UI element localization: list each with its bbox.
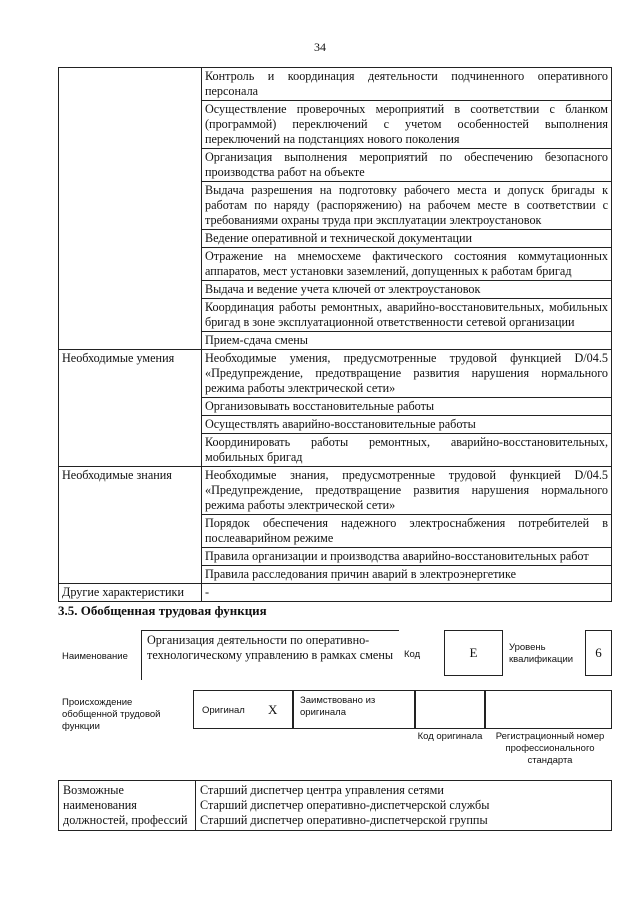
table-row bbox=[59, 467, 612, 515]
row-item: Контроль и координация деятельности подчиненного оперативного персонала bbox=[202, 68, 612, 101]
row-item: - bbox=[202, 584, 612, 602]
name-value-box bbox=[141, 630, 399, 680]
name-label: Наименование bbox=[62, 651, 128, 662]
original-mark: X bbox=[268, 702, 278, 717]
row-label: Необходимые знания bbox=[59, 467, 202, 584]
row-item: Организовывать восстановительные работы bbox=[202, 398, 612, 416]
row-item: Правила организации и производства аварийно-восстановительных работ bbox=[202, 548, 612, 566]
row-item: Необходимые умения, предусмотренные трудовой функцией D/04.5 «Предупреждение, предотвращение развития нарушения нормального режима работы электрической сети» bbox=[202, 350, 612, 398]
level-value: 6 bbox=[595, 645, 602, 660]
row-label: Другие характеристики bbox=[59, 584, 202, 602]
original-label: Оригинал bbox=[202, 705, 245, 716]
positions-label: Возможные наименования должностей, профессий bbox=[59, 781, 196, 831]
row-item: Осуществление проверочных мероприятий в соответствии с бланком (программой) переключений с учетом особенностей выполнения переключений на подстанциях нового поколения bbox=[202, 101, 612, 149]
position-item: Старший диспетчер оперативно-диспетчерской группы bbox=[200, 813, 488, 827]
table-row bbox=[59, 350, 612, 398]
row-item: Выдача разрешения на подготовку рабочего места и допуск бригады к работам по наряду (распоряжению) на рабочем месте в соответствии с требованиями охраны труда при эксплуатации электроустановок bbox=[202, 182, 612, 230]
name-value: Организация деятельности по оперативно-технологическому управлению в рамках смены bbox=[147, 633, 394, 662]
original-box bbox=[193, 690, 293, 729]
code-box bbox=[444, 630, 503, 676]
section-title: 3.5. Обобщенная трудовая функция bbox=[58, 603, 267, 618]
row-item: Прием-сдача смены bbox=[202, 332, 612, 350]
row-item: Координировать работы ремонтных, аварийно-восстановительных, мобильных бригад bbox=[202, 434, 612, 467]
row-item: Осуществлять аварийно-восстановительные работы bbox=[202, 416, 612, 434]
labor-function-table bbox=[58, 67, 612, 602]
reg-number-box bbox=[485, 690, 612, 729]
row-item: Правила расследования причин аварий в электроэнергетике bbox=[202, 566, 612, 584]
table-row bbox=[59, 584, 612, 602]
row-item: Ведение оперативной и технической документации bbox=[202, 230, 612, 248]
code-value: E bbox=[469, 645, 478, 660]
position-item: Старший диспетчер центра управления сетями bbox=[200, 783, 444, 797]
row-label bbox=[59, 68, 202, 350]
positions-row bbox=[59, 781, 612, 831]
level-label: Уровень квалификации bbox=[509, 642, 574, 665]
level-box bbox=[585, 630, 612, 676]
row-item: Выдача и ведение учета ключей от электроустановок bbox=[202, 281, 612, 299]
positions-table bbox=[58, 780, 612, 831]
borrowed-label: Заимствовано из оригинала bbox=[300, 695, 376, 718]
code-label: Код bbox=[404, 649, 421, 660]
table-row bbox=[59, 68, 612, 101]
positions-list bbox=[196, 781, 612, 831]
row-item: Отражение на мнемосхеме фактического состояния коммутационных аппаратов, мест установки заземлений, допущенных к работам бригад bbox=[202, 248, 612, 281]
row-item: Организация выполнения мероприятий по обеспечению безопасного производства работ на объекте bbox=[202, 149, 612, 182]
reg-number-label: Регистрационный номер профессионального стандарта bbox=[495, 731, 605, 766]
position-item: Старший диспетчер оперативно-диспетчерской службы bbox=[200, 798, 490, 812]
row-item: Порядок обеспечения надежного электроснабжения потребителей в послеаварийном режиме bbox=[202, 515, 612, 548]
page-number: 34 bbox=[314, 40, 326, 54]
row-label: Необходимые умения bbox=[59, 350, 202, 467]
origin-code-box bbox=[415, 690, 485, 729]
row-item: Необходимые знания, предусмотренные трудовой функцией D/04.5 «Предупреждение, предотвращение развития нарушения нормального режима работы электрической сети» bbox=[202, 467, 612, 515]
origin-label: Происхождение обобщенной трудовой функции bbox=[62, 697, 161, 732]
row-item: Координация работы ремонтных, аварийно-восстановительных, мобильных бригад в зоне эксплуатационной ответственности сетевой организации bbox=[202, 299, 612, 332]
borrowed-box bbox=[293, 690, 415, 729]
origin-code-label: Код оригинала bbox=[417, 731, 483, 742]
